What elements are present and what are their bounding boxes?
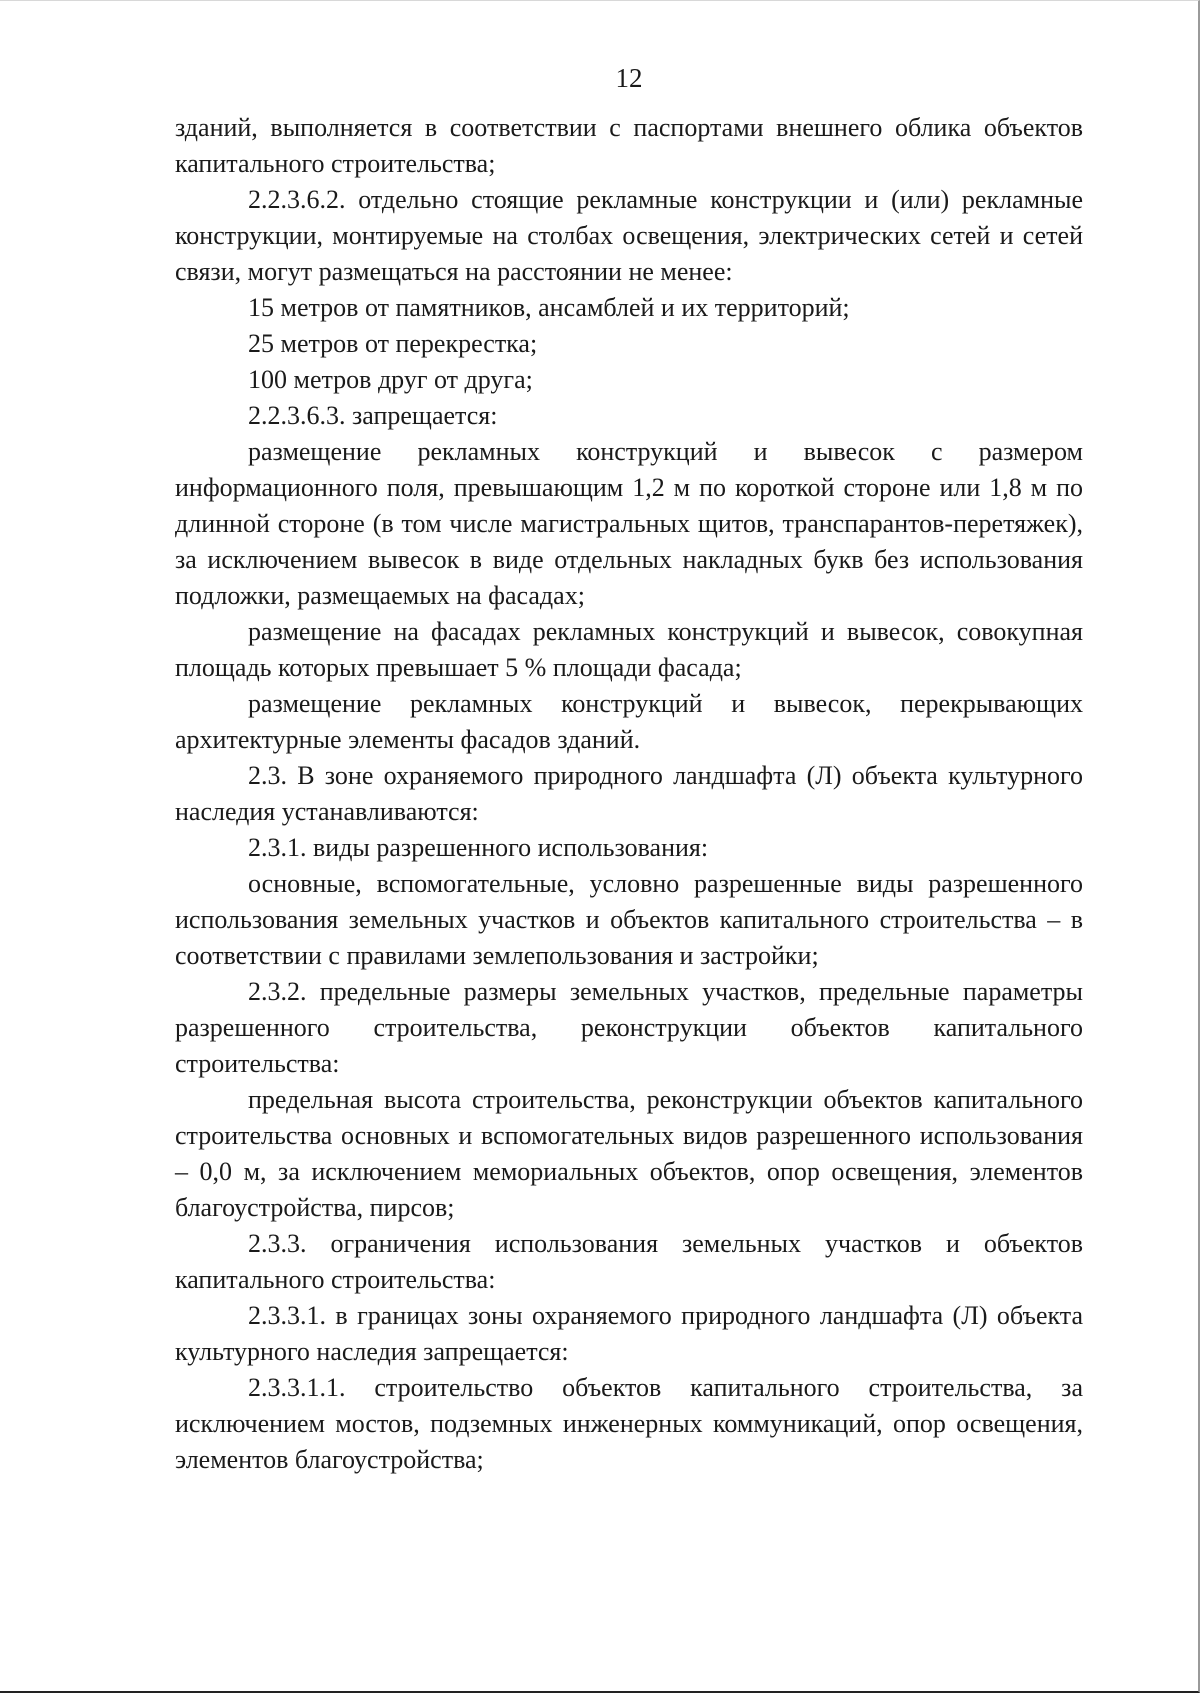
- paragraph-2-3-3-1-1: 2.3.3.1.1. строительство объектов капитального строительства, за исключением мостов, подземных инженерных коммуникаций, опор освещения, элементов благоустройства;: [175, 1373, 1083, 1474]
- prohibition-item-architectural-elements: размещение рекламных конструкций и вывесок, перекрывающих архитектурные элементы фасадов зданий.: [175, 689, 1083, 754]
- paragraph-2-3-3: 2.3.3. ограничения использования земельных участков и объектов капитального строительства:: [175, 1229, 1083, 1294]
- paragraph-continuation: зданий, выполняется в соответствии с паспортами внешнего облика объектов капитального строительства;: [175, 113, 1083, 178]
- paragraph-2-3: 2.3. В зоне охраняемого природного ландшафта (Л) объекта культурного наследия устанавливаются:: [175, 761, 1083, 826]
- permitted-use-types: основные, вспомогательные, условно разрешенные виды разрешенного использования земельных участков и объектов капитального строительства – в соответствии с правилами землепользования и застройки;: [175, 869, 1083, 970]
- page-number: 12: [615, 63, 643, 93]
- paragraph-2-3-1: 2.3.1. виды разрешенного использования:: [248, 833, 709, 862]
- height-limit: предельная высота строительства, реконструкции объектов капитального строительства основных и вспомогательных видов разрешенного использования – 0,0 м, за исключением мемориальных объектов, опор освещения, элементов благоустройства, пирсов;: [175, 1085, 1083, 1222]
- paragraph-2-2-3-6-3: 2.2.3.6.3. запрещается:: [248, 401, 498, 430]
- paragraph-2-3-3-1: 2.3.3.1. в границах зоны охраняемого природного ландшафта (Л) объекта культурного наследия запрещается:: [175, 1301, 1083, 1366]
- list-item-15-meters: 15 метров от памятников, ансамблей и их территорий;: [248, 293, 850, 322]
- paragraph-2-3-2: 2.3.2. предельные размеры земельных участков, предельные параметры разрешенного строительства, реконструкции объектов капитального строительства:: [175, 977, 1083, 1078]
- prohibition-item-facade-area: размещение на фасадах рекламных конструкций и вывесок, совокупная площадь которых превышает 5 % площади фасада;: [175, 617, 1083, 682]
- prohibition-item-field-size: размещение рекламных конструкций и вывесок с размером информационного поля, превышающим 1,2 м по короткой стороне или 1,8 м по длинной стороне (в том числе магистральных щитов, транспарантов-перетяжек), за исключением вывесок в виде отдельных накладных букв без использования подложки, размещаемых на фасадах;: [175, 437, 1083, 610]
- document-page: [175, 60, 1083, 1478]
- list-item-25-meters: 25 метров от перекрестка;: [248, 329, 538, 358]
- list-item-100-meters: 100 метров друг от друга;: [248, 365, 533, 394]
- paragraph-2-2-3-6-2: 2.2.3.6.2. отдельно стоящие рекламные конструкции и (или) рекламные конструкции, монтируемые на столбах освещения, электрических сетей и сетей связи, могут размещаться на расстоянии не менее:: [175, 185, 1083, 286]
